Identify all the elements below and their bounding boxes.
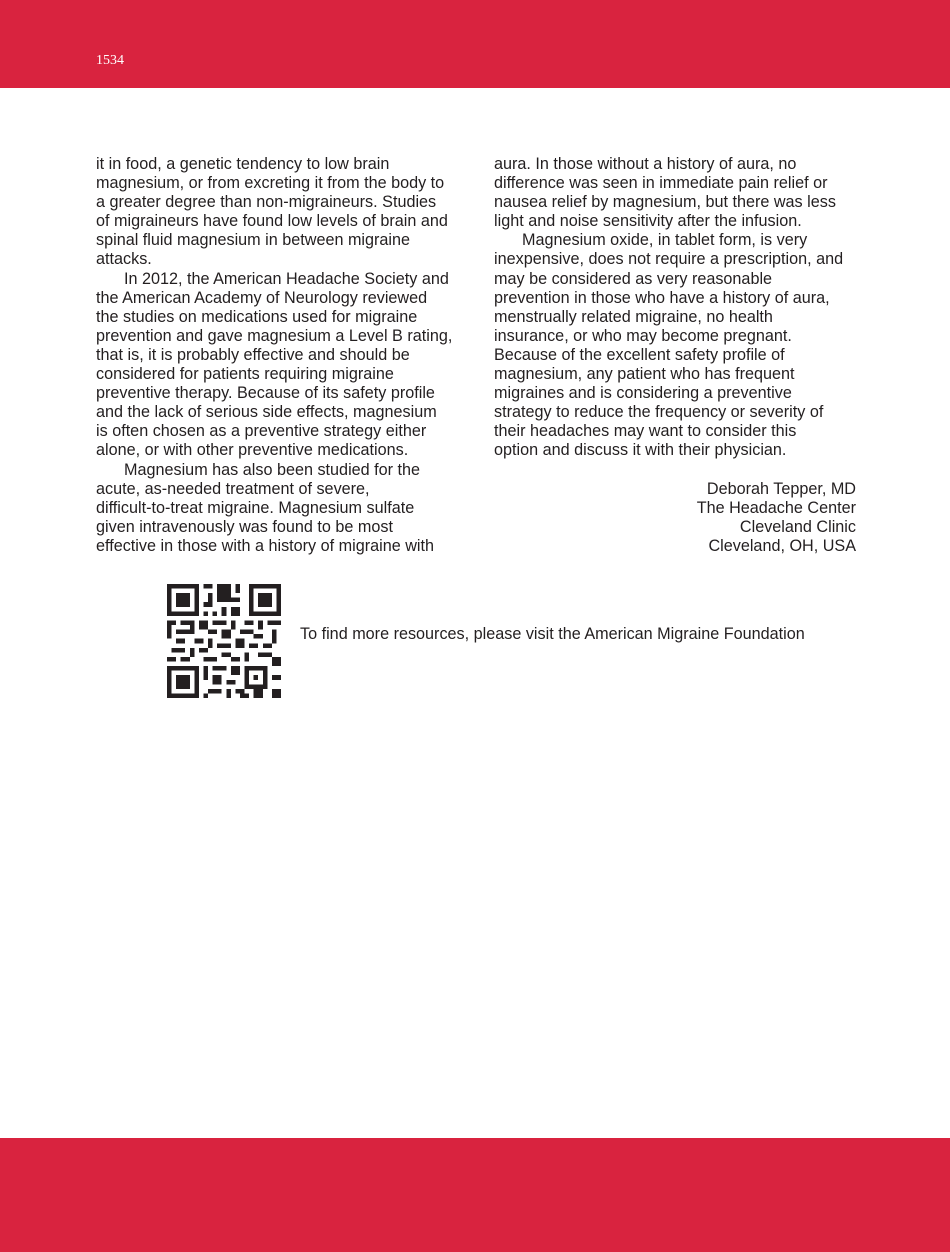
- text-line: is often chosen as a preventive strategy either: [96, 422, 427, 441]
- text-line: option and discuss it with their physician.: [494, 441, 787, 460]
- text-line: the studies on medications used for migraine: [96, 307, 418, 326]
- footer-band: [0, 1138, 950, 1252]
- left-paragraph-1: [96, 155, 462, 270]
- text-line: given intravenously was found to be most: [96, 517, 393, 536]
- text-line: spinal fluid magnesium in between migraine: [96, 231, 411, 250]
- qr-code-icon[interactable]: [167, 584, 281, 698]
- text-line: a greater degree than non-migraineurs. Studies: [96, 193, 437, 212]
- text-line: magnesium, or from excreting it from the body to: [96, 174, 445, 193]
- text-line: insurance, or who may become pregnant.: [494, 326, 792, 345]
- text-line: difficult-to-treat migraine. Magnesium sulfate: [96, 498, 415, 517]
- text-line: it in food, a genetic tendency to low brain: [96, 155, 390, 173]
- text-line: Magnesium has also been studied for the: [124, 460, 421, 479]
- text-line: may be considered as very reasonable: [494, 269, 773, 288]
- text-line: attacks.: [96, 250, 152, 269]
- left-paragraph-3: [96, 461, 462, 556]
- text-line: aura. In those without a history of aura, no: [494, 155, 797, 173]
- text-line: considered for patients requiring migraine: [96, 365, 394, 384]
- author-location: Cleveland, OH, USA: [708, 536, 856, 555]
- page-number: 1534: [96, 53, 124, 68]
- text-line: alone, or with other preventive medications.: [96, 441, 409, 460]
- text-line: of migraineurs have found low levels of brain and: [96, 212, 448, 231]
- header-band: [0, 0, 950, 88]
- text-line: inexpensive, does not require a prescription, and: [494, 250, 844, 269]
- left-column: [96, 155, 462, 556]
- left-paragraph-2: [96, 270, 462, 461]
- right-paragraph-2: [494, 231, 856, 460]
- text-line: migraines and is considering a preventive: [494, 384, 792, 403]
- text-line: preventive therapy. Because of its safety profile: [96, 384, 435, 403]
- right-paragraph-1: [494, 155, 856, 231]
- resources-link-text: To find more resources, please visit the American Migraine Foundation: [300, 625, 805, 643]
- text-line: and the lack of serious side effects, magnesium: [96, 403, 437, 422]
- text-line: magnesium, any patient who has frequent: [494, 365, 795, 384]
- text-line: Magnesium oxide, in tablet form, is very: [522, 231, 808, 250]
- text-line: menstrually related migraine, no health: [494, 307, 773, 326]
- text-line: prevention in those who have a history of aura,: [494, 288, 830, 307]
- text-line: effective in those with a history of migraine with: [96, 536, 435, 555]
- text-line: nausea relief by magnesium, but there was less: [494, 193, 836, 212]
- right-column: [494, 155, 856, 556]
- text-line: that is, it is probably effective and should be: [96, 345, 410, 364]
- text-line: difference was seen in immediate pain relief or: [494, 174, 828, 193]
- text-line: acute, as-needed treatment of severe,: [96, 479, 370, 498]
- author-center: The Headache Center: [696, 498, 856, 517]
- text-line: prevention and gave magnesium a Level B rating,: [96, 326, 453, 345]
- author-clinic: Cleveland Clinic: [739, 517, 856, 536]
- text-line: strategy to reduce the frequency or severity of: [494, 403, 824, 422]
- text-line: their headaches may want to consider this: [494, 422, 797, 441]
- text-line: In 2012, the American Headache Society and: [124, 269, 449, 288]
- author-signature: [494, 480, 856, 556]
- text-line: light and noise sensitivity after the infusion.: [494, 212, 802, 231]
- author-name: Deborah Tepper, MD: [706, 479, 856, 498]
- text-line: Because of the excellent safety profile of: [494, 345, 785, 364]
- text-line: the American Academy of Neurology reviewed: [96, 288, 428, 307]
